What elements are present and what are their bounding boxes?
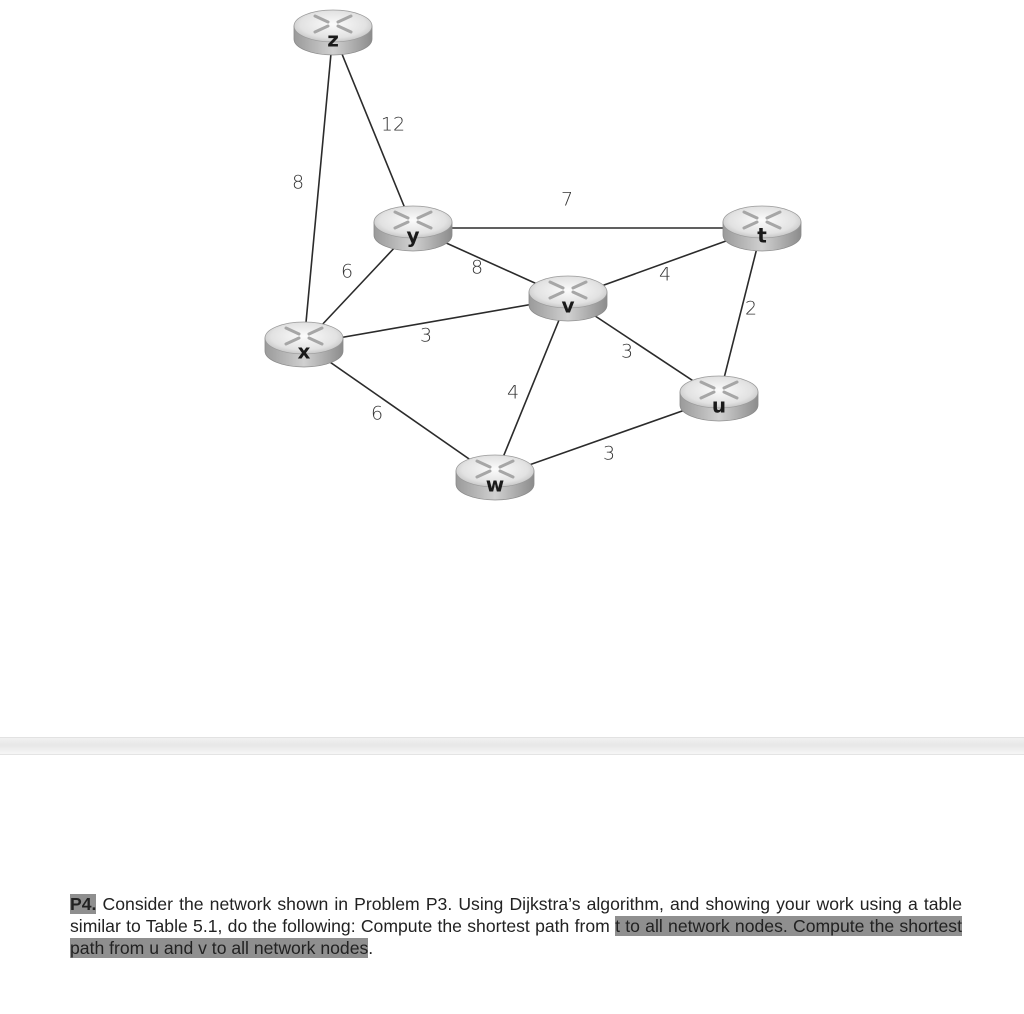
router-node-w	[456, 455, 534, 500]
edge-weight-x-v: 3	[419, 324, 433, 347]
node-label-z: z	[327, 27, 339, 52]
node-label-y: y	[406, 223, 420, 248]
edge-v-w	[495, 298, 568, 477]
edge-weight-v-w: 4	[506, 381, 520, 404]
edge-weight-x-w: 6	[370, 402, 384, 425]
edge-weight-z-x: 8	[291, 171, 305, 194]
edge-x-v	[304, 298, 568, 344]
node-label-t: t	[757, 223, 767, 248]
router-node-u	[680, 376, 758, 421]
problem-highlighted-text: t to all network nodes. Compute the shortest path from u and v to all network nodes	[70, 916, 962, 958]
section-divider	[0, 737, 1024, 755]
edge-weight-w-u: 3	[602, 442, 616, 465]
problem-end: .	[368, 938, 374, 958]
edge-weight-y-x: 6	[340, 260, 354, 283]
problem-body: Consider the network shown in Problem P3. Using Dijkstra’s algorithm, and showing your work using a table similar to Table 5.1, do the following: Compute the shortest path from	[70, 894, 962, 936]
edge-weight-v-u: 3	[620, 340, 634, 363]
router-node-z	[294, 10, 372, 55]
router-node-x	[265, 322, 343, 367]
node-label-w: w	[485, 472, 505, 497]
nodes-layer	[265, 10, 801, 500]
edge-z-x	[304, 32, 333, 344]
edge-weight-y-t: 7	[560, 188, 574, 211]
problem-text	[70, 893, 962, 959]
edge-weight-t-u: 2	[744, 297, 758, 320]
problem-number: P4.	[70, 894, 97, 914]
router-node-v	[529, 276, 607, 321]
edge-weight-y-v: 8	[470, 256, 484, 279]
node-label-u: u	[711, 393, 727, 418]
edge-x-w	[304, 344, 495, 477]
router-node-y	[374, 206, 452, 251]
edge-weight-v-t: 4	[658, 263, 672, 286]
node-label-v: v	[561, 293, 575, 318]
router-node-t	[723, 206, 801, 251]
node-label-x: x	[297, 339, 311, 364]
edge-weight-z-y: 12	[380, 113, 406, 136]
